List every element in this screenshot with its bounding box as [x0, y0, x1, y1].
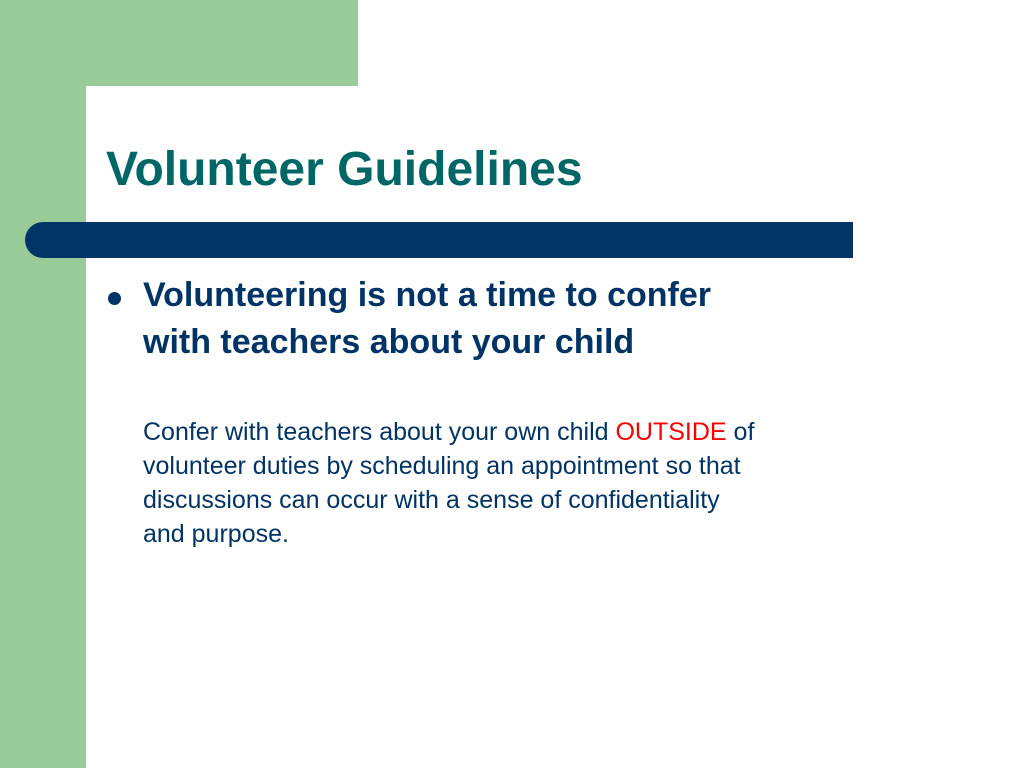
- slide-title: Volunteer Guidelines: [106, 143, 583, 196]
- bullet-dot-icon: [108, 292, 121, 305]
- body-text-start: Confer with teachers about your own child: [143, 418, 616, 446]
- green-top-band: [0, 0, 358, 86]
- title-underline-bar: [25, 222, 853, 258]
- body-line-3: discussions can occur with a sense of confidentiality: [143, 486, 720, 514]
- bullet-point: [143, 272, 843, 366]
- body-paragraph: [143, 415, 843, 551]
- body-line-4: and purpose.: [143, 520, 289, 548]
- green-side-band: [0, 0, 86, 768]
- bullet-line-1: Volunteering is not a time to confer: [143, 276, 711, 314]
- highlight-word: OUTSIDE: [615, 418, 727, 446]
- bullet-line-2: with teachers about your child: [143, 323, 635, 361]
- body-text-line1-end: of: [726, 418, 755, 446]
- body-line-2: volunteer duties by scheduling an appointment so that: [143, 452, 741, 480]
